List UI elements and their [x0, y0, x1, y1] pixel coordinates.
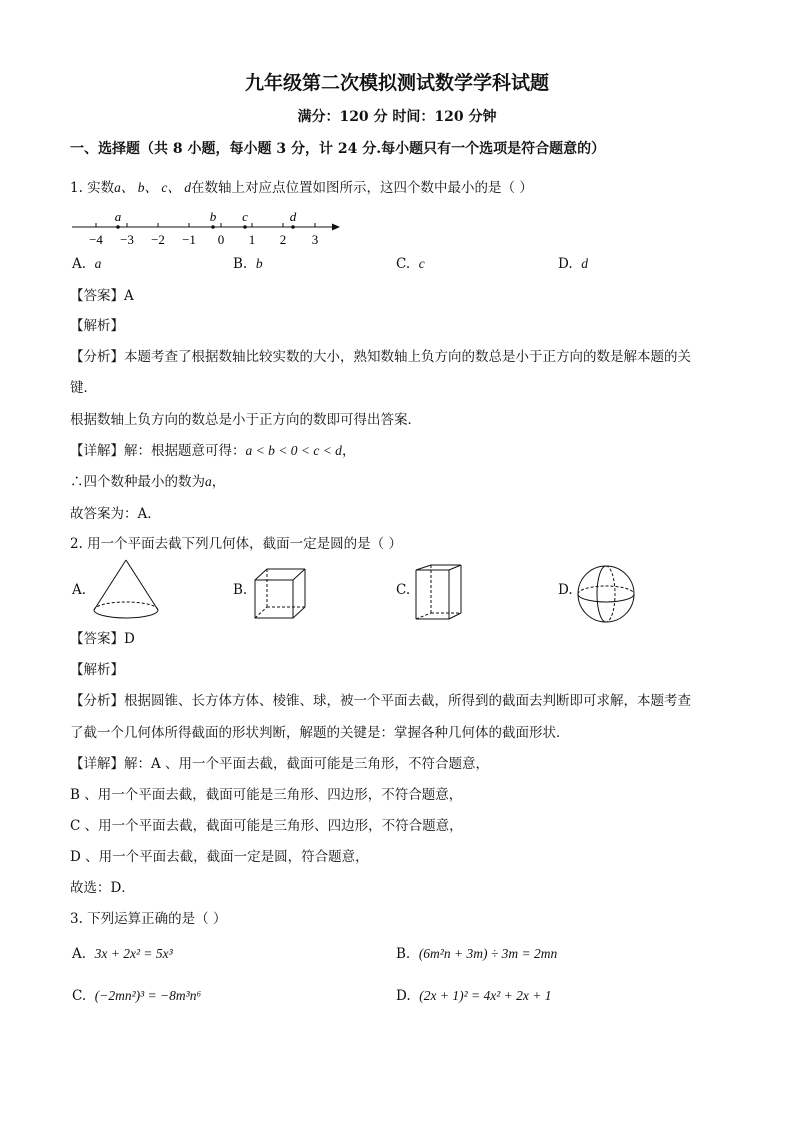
q1-conclusion-var: a: [205, 474, 212, 489]
q1-conclusion-prefix: ∴四个数种最小的数为: [70, 474, 205, 490]
exam-info: 满分：120 分 时间：120 分钟: [297, 109, 497, 125]
option-letter: D.: [558, 256, 573, 272]
option-letter: D.: [396, 988, 411, 1004]
point-b-dot: [211, 225, 215, 229]
point-a-dot: [116, 225, 120, 229]
tick-label: −3: [120, 232, 134, 247]
q2-final-answer: 故选：D．: [70, 880, 135, 896]
q2-analysis-line: 了截一个几何体所得截面的形状判断，解题的关键是：掌握各种几何体的截面形状．: [70, 725, 570, 741]
q1-answer: 【答案】A: [70, 288, 134, 304]
q1-final-answer: 故答案为：A．: [70, 506, 161, 522]
question-1-prefix: 1. 实数: [70, 180, 115, 196]
q2-detail-b: B 、用一个平面去截，截面可能是三角形、四边形，不符合题意，: [70, 787, 463, 803]
option-value: a: [94, 256, 102, 271]
option-letter: B.: [396, 946, 411, 962]
number-line-figure: [68, 206, 348, 250]
q1-option-d[interactable]: [558, 256, 588, 272]
q3-option-c[interactable]: [72, 988, 201, 1004]
q3-option-a[interactable]: [72, 946, 173, 962]
option-expression: 3x + 2x² = 5x³: [94, 946, 173, 961]
q1-option-b[interactable]: [233, 256, 263, 272]
option-letter: A.: [72, 946, 87, 962]
cube-figure: [252, 566, 308, 622]
q1-detail: [70, 441, 355, 461]
q2-option-b-letter[interactable]: B.: [233, 582, 248, 598]
option-expression: (−2mn²)³ = −8m³n⁶: [94, 988, 202, 1003]
option-value: b: [255, 256, 263, 271]
tick-label: 0: [217, 232, 225, 247]
q1-analysis-line: 【分析】本题考查了根据数轴比较实数的大小，熟知数轴上负方向的数总是小于正方向的数是解本题的关: [70, 349, 691, 365]
q2-option-d-letter[interactable]: D.: [558, 582, 573, 598]
q1-detail-math: a < b < 0 < c < d: [245, 443, 342, 458]
question-1-stem: [70, 178, 533, 198]
option-letter: B.: [233, 256, 248, 272]
option-letter: A.: [72, 256, 87, 272]
cone-figure: [90, 557, 162, 621]
q1-conclusion-suffix: ，: [211, 474, 226, 490]
option-letter: C.: [396, 256, 411, 272]
tick-label: −4: [89, 232, 103, 247]
q2-option-a-letter[interactable]: A.: [72, 582, 87, 598]
point-d-label: d: [289, 209, 297, 224]
q1-detail-suffix: ，: [341, 443, 356, 459]
option-value: d: [581, 256, 588, 271]
sphere-figure: [575, 563, 637, 625]
q1-analysis-tag: 【解析】: [70, 318, 124, 334]
q1-option-a[interactable]: [72, 256, 101, 272]
q2-detail-c: C 、用一个平面去截，截面可能是三角形、四边形，不符合题意，: [70, 818, 463, 834]
q2-detail-d: D 、用一个平面去截，截面一定是圆，符合题意，: [70, 849, 369, 865]
q2-analysis-tag: 【解析】: [70, 662, 124, 678]
option-expression: (6m²n + 3m) ÷ 3m = 2mn: [418, 946, 558, 961]
q1-analysis-line: 根据数轴上负方向的数总是小于正方向的数即可得出答案．: [70, 412, 421, 428]
option-value: c: [418, 256, 425, 271]
q2-analysis-line: 【分析】根据圆锥、长方体方体、棱锥、球，被一个平面去截，所得到的截面去判断即可求解，本题考查: [70, 693, 691, 709]
page-title: 九年级第二次模拟测试数学学科试题: [244, 72, 549, 94]
tick-label: 3: [311, 232, 319, 247]
q3-option-d[interactable]: [396, 988, 552, 1004]
q1-conclusion: [70, 472, 225, 492]
prism-figure: [413, 562, 465, 624]
q1-option-c[interactable]: [396, 256, 425, 272]
tick-label: 1: [248, 232, 256, 247]
q1-analysis-line: 键．: [70, 380, 97, 396]
section-heading: 一、选择题（共 8 小题，每小题 3 分，计 24 分.每小题只有一个选项是符合题意的）: [70, 141, 606, 157]
tick-label: −1: [182, 232, 196, 247]
q2-answer: 【答案】D: [70, 631, 135, 647]
tick-label: −2: [151, 232, 165, 247]
point-b-label: b: [209, 209, 217, 224]
tick-label: 2: [279, 232, 287, 247]
option-letter: C.: [72, 988, 87, 1004]
q2-option-c-letter[interactable]: C.: [396, 582, 411, 598]
point-a-label: a: [114, 209, 122, 224]
option-expression: (2x + 1)² = 4x² + 2x + 1: [419, 988, 552, 1003]
point-c-label: c: [242, 209, 248, 224]
question-2-stem: 2. 用一个平面去截下列几何体，截面一定是圆的是（ ）: [70, 536, 402, 552]
q3-option-b[interactable]: [396, 946, 557, 962]
question-1-vars: a、 b、 c、 d: [114, 180, 192, 195]
question-1-suffix: 在数轴上对应点位置如图所示，这四个数中最小的是（ ）: [191, 180, 533, 196]
q1-detail-prefix: 【详解】解：根据题意可得：: [70, 443, 246, 459]
q2-detail-a: 【详解】解：A 、用一个平面去截，截面可能是三角形，不符合题意，: [70, 756, 490, 772]
question-3-stem: 3. 下列运算正确的是（ ）: [70, 911, 227, 927]
point-c-dot: [243, 225, 247, 229]
point-d-dot: [291, 225, 295, 229]
